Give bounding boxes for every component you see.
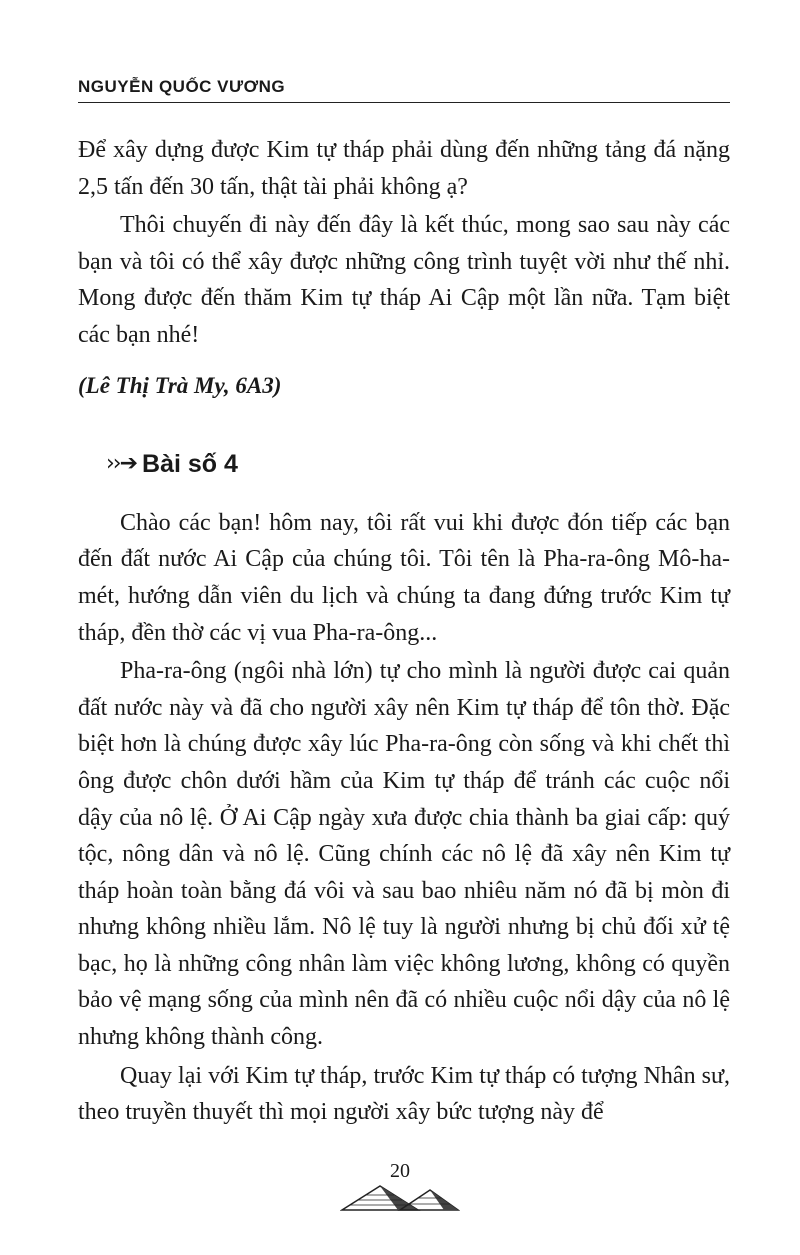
paragraph-2: Thôi chuyến đi này đến đây là kết thúc, mong sao sau này các bạn và tôi có thể xây được những công trình tuyệt vời như thế nhỉ. Mong được đến thăm Kim tự tháp Ai Cập một lần nữa. Tạm biệt các bạn nhé! — [78, 212, 730, 348]
author-signature: (Lê Thị Trà My, 6A3) — [78, 372, 282, 398]
paragraph-3: Chào các bạn! hôm nay, tôi rất vui khi được đón tiếp các bạn đến đất nước Ai Cập của chúng tôi. Tôi tên là Pha-ra-ông Mô-ha-mét, hướng dẫn viên du lịch và chúng ta đang đứng trước Kim tự tháp, đền thờ các vị vua Pha-ra-ông... — [78, 509, 730, 646]
pyramids-icon — [340, 1182, 460, 1212]
page-footer — [330, 1160, 470, 1220]
paragraph-1: Để xây dựng được Kim tự tháp phải dùng đến những tảng đá nặng 2,5 tấn đến 30 tấn, thật tài phải không ạ? — [78, 137, 730, 200]
arrow-icon: ››➔ — [106, 451, 137, 477]
paragraph-4: Pha-ra-ông (ngôi nhà lớn) tự cho mình là người được cai quản đất nước này và đã cho người xây nên Kim tự tháp để tôn thờ. Đặc biệt hơn là chúng được xây lúc Pha-ra-ông còn sống và khi chết thì ông được chôn dưới hầm của Kim tự tháp để tránh các cuộc nổi dậy của nô lệ. Ở Ai Cập ngày xưa được chia thành ba giai cấp: quý tộc, nông dân và nô lệ. Cũng chính các nô lệ đã xây nên Kim tự tháp hoàn toàn bằng đá vôi và sau bao nhiêu năm nó đã bị mòn đi nhưng không nhiều lắm. Nô lệ tuy là người nhưng bị chủ đối xử tệ bạc, họ là những công nhân làm việc không lương, không có quyền bảo vệ mạng sống của mình nên đã có nhiều cuộc nổi dậy của nô lệ nhưng không thành công. — [78, 658, 730, 1051]
section-title: Bài số 4 — [142, 450, 238, 479]
page-body — [78, 132, 730, 1133]
running-header — [78, 76, 730, 103]
page-number: 20 — [390, 1160, 410, 1182]
paragraph-5: Quay lại với Kim tự tháp, trước Kim tự tháp có tượng Nhân sư, theo truyền thuyết thì mọi người xây bức tượng này để — [78, 1062, 730, 1126]
header-author: NGUYỄN QUỐC VƯƠNG — [78, 77, 286, 96]
section-heading — [106, 446, 730, 483]
